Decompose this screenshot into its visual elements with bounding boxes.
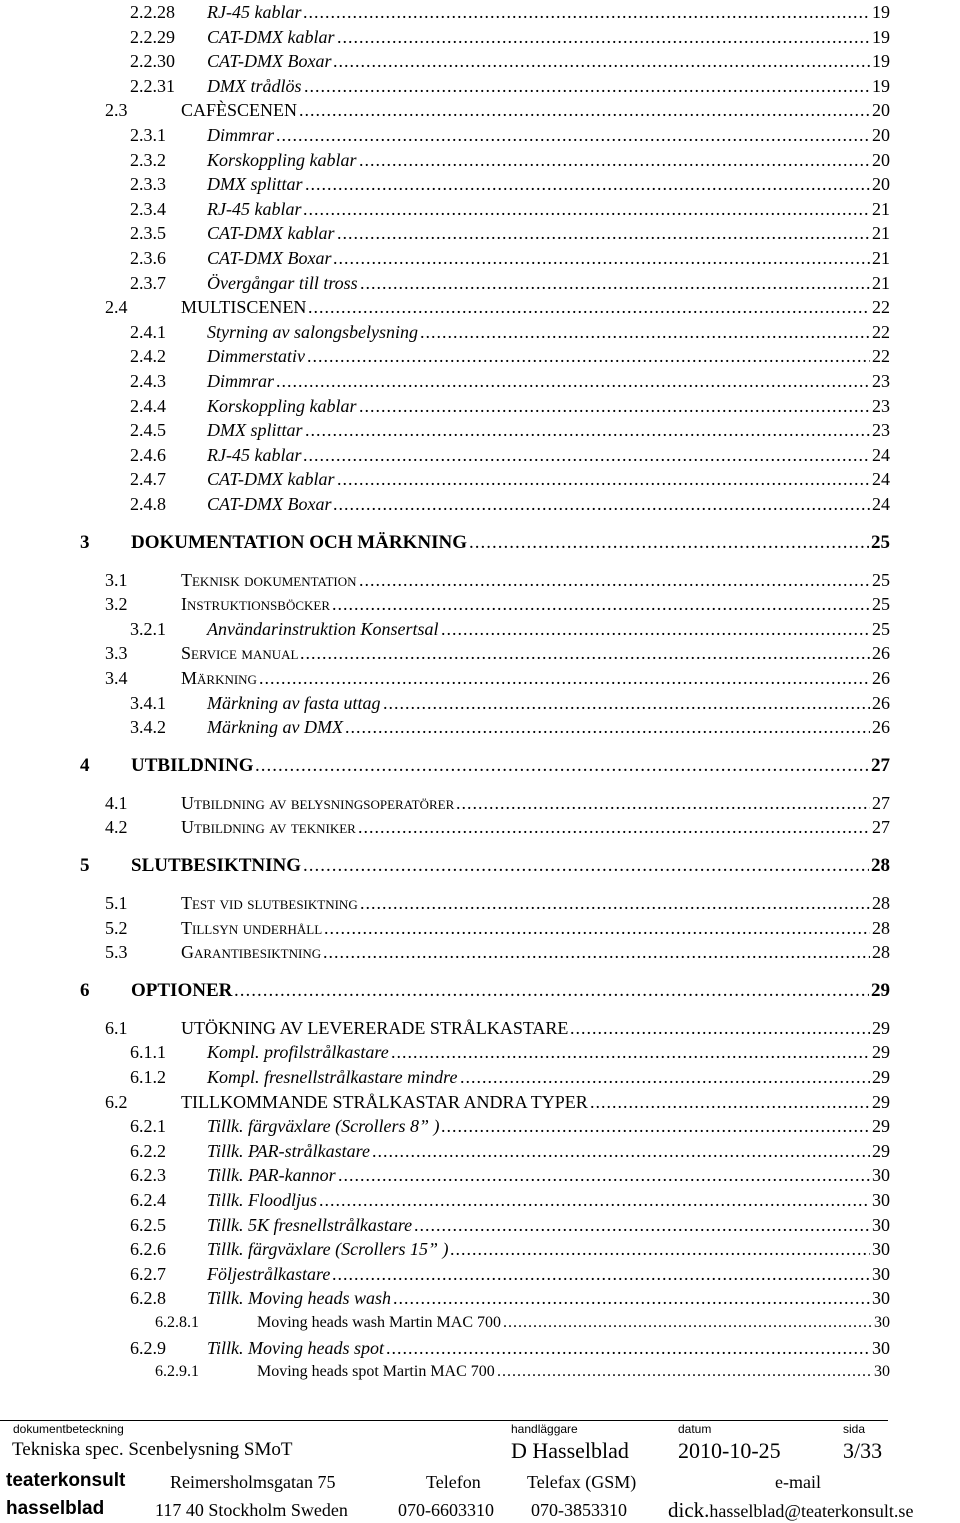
toc-dot-leader: [359, 394, 870, 418]
toc-entry-page: 22: [872, 346, 890, 367]
toc-entry[interactable]: [0, 592, 960, 616]
toc-entry-number: 2.4.8: [130, 494, 166, 514]
toc-dot-leader: [337, 25, 870, 49]
toc-dot-leader: [333, 49, 870, 73]
toc-entry-title: RJ-45 kablar: [207, 2, 302, 22]
toc-entry-page: 24: [872, 444, 890, 465]
toc-entry-number: 2.3.4: [130, 198, 166, 219]
toc-entry[interactable]: [0, 271, 960, 295]
handler-label: handläggare: [511, 1422, 578, 1436]
email-address[interactable]: [668, 1498, 913, 1523]
toc-entry-page: 20: [872, 149, 890, 170]
toc-dot-leader: [358, 815, 870, 839]
toc-entry[interactable]: [0, 98, 960, 122]
toc-entry[interactable]: [0, 320, 960, 344]
toc-entry-title: Korskoppling kablar: [207, 395, 357, 416]
toc-entry-page: 26: [872, 692, 890, 713]
toc-entry-number: 6: [80, 979, 90, 1001]
toc-entry-page: 29: [872, 1116, 890, 1137]
toc-dot-leader: [359, 568, 870, 592]
toc-dot-leader: [414, 1213, 870, 1237]
email-domain: hasselblad@teaterkonsult.se: [709, 1501, 914, 1521]
toc-entry-page: 28: [871, 855, 890, 876]
toc-entry-number: 3.2: [105, 594, 128, 615]
fax-number: 070-3853310: [531, 1500, 627, 1520]
toc-entry-number: 2.4: [105, 297, 128, 318]
toc-dot-leader: [420, 320, 870, 344]
page-label: sida: [843, 1422, 866, 1436]
toc-entry-number: 2.3.7: [130, 272, 166, 293]
footer-rule: [0, 1420, 888, 1421]
fax-label: Telefax (GSM): [527, 1472, 637, 1492]
toc-entry[interactable]: [0, 344, 960, 368]
toc-entry-title: Tillk. Moving heads wash: [207, 1288, 391, 1309]
toc-entry-title: Teknisk dokumentation: [181, 569, 357, 590]
toc-entry-number: 6.1: [105, 1017, 128, 1038]
toc-entry[interactable]: [0, 418, 960, 442]
toc-entry-number: 2.2.30: [130, 51, 175, 72]
doc-id-label: dokumentbeteckning: [13, 1422, 124, 1436]
toc-entry-page: 29: [872, 1067, 890, 1087]
toc-entry[interactable]: [0, 916, 960, 940]
toc-dot-leader: [460, 1065, 870, 1089]
toc-entry-title: RJ-45 kablar: [207, 198, 302, 219]
toc-entry-number: 6.2.9: [130, 1337, 166, 1358]
toc-entry-page: 28: [872, 893, 890, 913]
toc-entry[interactable]: [0, 1114, 960, 1138]
toc-entry-title: CAT-DMX Boxar: [207, 494, 332, 514]
toc-entry-title: Märkning: [181, 668, 257, 688]
toc-dot-leader: [324, 916, 870, 940]
toc-entry[interactable]: [0, 295, 960, 319]
toc-entry-title: UTBILDNING: [131, 754, 254, 776]
toc-entry-number: 2.4.3: [130, 371, 166, 391]
toc-entry-title: DMX splittar: [207, 174, 303, 195]
toc-dot-leader: [300, 641, 870, 665]
toc-entry-title: Tillk. färgväxlare (Scrollers 8” ): [207, 1116, 440, 1137]
page-number-value: 3/33: [843, 1438, 883, 1463]
toc-entry-page: 30: [872, 1263, 890, 1284]
toc-entry-title: Garantibesiktning: [181, 942, 322, 963]
toc-entry-number: 3.4: [105, 668, 128, 688]
toc-entry-page: 26: [872, 643, 890, 664]
toc-entry-number: 2.4.5: [130, 420, 166, 441]
toc-entry[interactable]: [0, 715, 960, 739]
toc-entry-title: Tillk. 5K fresnellstrålkastare: [207, 1214, 413, 1235]
toc-entry-page: 26: [872, 668, 890, 688]
toc-dot-leader: [469, 531, 869, 555]
toc-entry-number: 6.2: [105, 1091, 128, 1112]
toc-entry-title: Korskoppling kablar: [207, 149, 357, 170]
toc-entry-page: 24: [872, 494, 890, 514]
toc-entry[interactable]: [0, 617, 960, 641]
toc-dot-leader: [441, 1114, 870, 1138]
toc-dot-leader: [386, 1336, 870, 1360]
toc-dot-leader: [276, 369, 870, 393]
toc-dot-leader: [441, 617, 870, 641]
toc-entry-page: 29: [871, 979, 890, 1001]
toc-entry-number: 2.2.31: [130, 75, 175, 96]
toc-entry-title: DMX trådlös: [207, 75, 302, 96]
toc-dot-leader: [255, 754, 869, 778]
toc-entry-title: Utbildning av tekniker: [181, 817, 356, 838]
toc-entry-title: DMX splittar: [207, 420, 303, 441]
toc-dot-leader: [338, 1163, 870, 1187]
toc-entry[interactable]: [0, 568, 960, 592]
toc-entry-page: 21: [872, 223, 890, 244]
handler-value: D Hasselblad: [511, 1438, 629, 1463]
toc-dot-leader: [497, 1360, 872, 1384]
toc-dot-leader: [345, 715, 870, 739]
toc-entry-page: 29: [872, 1140, 890, 1161]
toc-entry-page: 30: [872, 1337, 890, 1358]
toc-entry-number: 5.2: [105, 917, 128, 938]
toc-dot-leader: [391, 1040, 870, 1064]
toc-entry-page: 19: [872, 2, 890, 22]
toc-dot-leader: [303, 0, 870, 24]
toc-entry-number: 3.2.1: [130, 618, 166, 639]
toc-entry-title: DOKUMENTATION OCH MÄRKNING: [131, 531, 468, 553]
toc-entry-title: Tillk. PAR-strålkastare: [207, 1140, 371, 1161]
toc-entry-title: CAT-DMX Boxar: [207, 248, 332, 268]
toc-entry-title: UTÖKNING AV LEVERERADE STRÅLKASTARE: [181, 1017, 569, 1038]
toc-entry-title: Tillk. Floodljus: [207, 1190, 318, 1210]
toc-entry[interactable]: [0, 172, 960, 196]
doc-id-value: Tekniska spec. Scenbelysning SMoT: [12, 1439, 293, 1460]
toc-entry[interactable]: [0, 979, 960, 1003]
toc-entry-page: 27: [872, 817, 890, 838]
toc-entry-title: Märkning av DMX: [207, 717, 343, 738]
toc-entry-title: CAT-DMX kablar: [207, 469, 335, 490]
toc-entry[interactable]: [0, 1090, 960, 1114]
toc-dot-leader: [332, 592, 870, 616]
toc-dot-leader: [360, 891, 870, 915]
toc-entry-title: CAT-DMX kablar: [207, 26, 335, 47]
toc-entry-number: 4.2: [105, 817, 128, 838]
toc-entry[interactable]: [0, 1065, 960, 1089]
toc-dot-leader: [307, 344, 870, 368]
toc-entry-number: 2.3.5: [130, 223, 166, 244]
toc-entry-number: 2.3.2: [130, 149, 166, 170]
toc-entry-page: 25: [872, 569, 890, 590]
toc-entry[interactable]: [0, 1188, 960, 1212]
email-user: dick.: [668, 1498, 710, 1522]
toc-entry-page: 30: [872, 1288, 890, 1309]
toc-entry-page: 30: [874, 1314, 890, 1331]
toc-entry-title: RJ-45 kablar: [207, 444, 302, 465]
toc-entry-title: SLUTBESIKTNING: [131, 855, 302, 876]
date-label: datum: [678, 1422, 712, 1436]
toc-entry-title: Moving heads wash Martin MAC 700: [257, 1314, 501, 1331]
toc-entry-title: TILLKOMMANDE STRÅLKASTAR ANDRA TYPER: [181, 1091, 588, 1112]
toc-entry-title: Moving heads spot Martin MAC 700: [257, 1363, 495, 1381]
toc-entry[interactable]: [0, 754, 960, 778]
document-footer: [0, 1414, 960, 1521]
company-street: Reimersholmsgatan 75: [170, 1472, 336, 1492]
toc-entry-page: 23: [872, 395, 890, 416]
toc-dot-leader: [383, 691, 870, 715]
toc-entry-page: 29: [872, 1091, 890, 1112]
toc-entry-title: Kompl. fresnellstrålkastare mindre: [207, 1067, 458, 1087]
toc-entry-number: 5.1: [105, 893, 128, 913]
toc-entry[interactable]: [0, 74, 960, 98]
toc-dot-leader: [276, 123, 870, 147]
toc-dot-leader: [590, 1090, 870, 1114]
toc-dot-leader: [570, 1016, 870, 1040]
toc-dot-leader: [305, 172, 870, 196]
toc-entry[interactable]: [0, 1163, 960, 1187]
toc-entry[interactable]: [0, 641, 960, 665]
toc-entry-page: 21: [872, 272, 890, 293]
toc-entry-page: 27: [871, 754, 890, 776]
toc-entry-title: MULTISCENEN: [181, 297, 307, 318]
toc-entry-page: 23: [872, 371, 890, 391]
toc-entry-number: 2.3.6: [130, 248, 166, 268]
toc-entry-title: Dimmrar: [207, 125, 275, 145]
toc-entry[interactable]: [0, 1262, 960, 1286]
toc-entry-page: 30: [872, 1190, 890, 1210]
toc-entry[interactable]: [0, 394, 960, 418]
toc-entry[interactable]: [0, 1139, 960, 1163]
email-label: e-mail: [775, 1472, 821, 1492]
toc-entry[interactable]: [0, 891, 960, 915]
toc-entry[interactable]: [0, 221, 960, 245]
toc-entry-title: Test vid slutbesiktning: [181, 893, 358, 913]
toc-entry-page: 28: [872, 917, 890, 938]
toc-entry-title: Styrning av salongsbelysning: [207, 321, 418, 342]
toc-entry[interactable]: [0, 531, 960, 555]
toc-entry-number: 5: [80, 855, 90, 876]
toc-entry-title: Tillk. PAR-kannor: [207, 1165, 336, 1186]
company-city: 117 40 Stockholm Sweden: [155, 1500, 348, 1520]
toc-entry-page: 30: [872, 1214, 890, 1235]
toc-dot-leader: [450, 1237, 870, 1261]
toc-entry-page: 21: [872, 248, 890, 268]
toc-dot-leader: [456, 791, 870, 815]
toc-entry-number: 3.1: [105, 569, 128, 590]
toc-dot-leader: [337, 467, 870, 491]
toc-dot-leader: [372, 1139, 870, 1163]
toc-entry-title: Utbildning av belysningsoperatörer: [181, 792, 455, 813]
toc-entry[interactable]: [0, 1213, 960, 1237]
toc-entry-number: 6.2.5: [130, 1214, 166, 1235]
toc-entry-number: 3.4.1: [130, 692, 166, 713]
toc-entry-page: 30: [872, 1239, 890, 1260]
toc-entry-page: 25: [871, 531, 890, 553]
toc-dot-leader: [303, 854, 869, 878]
toc-dot-leader: [332, 1262, 870, 1286]
toc-entry-number: 2.4.2: [130, 346, 166, 367]
phone-number: 070-6603310: [398, 1500, 494, 1520]
toc-entry-number: 2.3: [105, 100, 128, 121]
toc-entry-number: 2.4.4: [130, 395, 166, 416]
toc-entry-page: 19: [872, 75, 890, 96]
toc-entry-title: Användarinstruktion Konsertsal: [207, 618, 439, 639]
toc-entry-page: 22: [872, 297, 890, 318]
toc-entry-page: 24: [872, 469, 890, 490]
toc-entry-number: 2.2.28: [130, 2, 175, 22]
toc-entry-number: 2.4.1: [130, 321, 166, 342]
toc-entry-page: 27: [872, 792, 890, 813]
toc-dot-leader: [333, 246, 870, 270]
toc-entry[interactable]: [0, 666, 960, 690]
toc-entry[interactable]: [0, 1286, 960, 1310]
toc-entry-number: 4.1: [105, 792, 128, 813]
toc-entry-number: 2.2.29: [130, 26, 175, 47]
toc-entry-number: 3: [80, 531, 90, 553]
toc-entry-title: Följestrålkastare: [207, 1263, 331, 1284]
toc-entry[interactable]: [0, 1237, 960, 1261]
toc-entry-page: 20: [872, 125, 890, 145]
toc-entry[interactable]: [0, 854, 960, 878]
toc-entry-page: 29: [872, 1042, 890, 1063]
toc-entry-page: 26: [872, 717, 890, 738]
toc-entry-title: Övergångar till tross: [207, 272, 358, 293]
toc-entry[interactable]: [0, 791, 960, 815]
toc-entry-title: OPTIONER: [131, 979, 233, 1001]
toc-entry-number: 5.3: [105, 942, 128, 963]
toc-dot-leader: [303, 197, 870, 221]
toc-entry-title: Instruktionsböcker: [181, 594, 331, 615]
toc-dot-leader: [337, 221, 870, 245]
toc-dot-leader: [359, 148, 870, 172]
toc-entry-title: Tillk. Moving heads spot: [207, 1337, 384, 1358]
toc-entry-number: 6.1.2: [130, 1067, 166, 1087]
toc-entry[interactable]: [0, 25, 960, 49]
date-value: 2010-10-25: [678, 1438, 781, 1463]
toc-entry-number: 3.4.2: [130, 717, 166, 738]
toc-dot-leader: [304, 74, 870, 98]
toc-entry[interactable]: [0, 443, 960, 467]
toc-entry[interactable]: [0, 691, 960, 715]
toc-dot-leader: [333, 492, 870, 516]
toc-entry-page: 21: [872, 198, 890, 219]
toc-entry[interactable]: [0, 1016, 960, 1040]
toc-entry-number: 6.2.6: [130, 1239, 166, 1260]
toc-entry-title: Kompl. profilstrålkastare: [207, 1042, 389, 1063]
toc-dot-leader: [323, 940, 870, 964]
toc-entry-number: 6.2.8: [130, 1288, 166, 1309]
toc-entry-page: 29: [872, 1017, 890, 1038]
toc-entry-page: 20: [872, 174, 890, 195]
toc-entry[interactable]: [0, 0, 960, 24]
toc-entry[interactable]: [0, 148, 960, 172]
toc-entry-number: 6.2.7: [130, 1263, 166, 1284]
phone-label: Telefon: [426, 1472, 481, 1492]
toc-dot-leader: [308, 295, 870, 319]
toc-entry-number: 6.2.1: [130, 1116, 166, 1137]
toc-dot-leader: [234, 979, 869, 1003]
toc-entry-title: Dimmerstativ: [207, 346, 305, 367]
toc-entry-number: 6.1.1: [130, 1042, 166, 1063]
toc-entry-page: 25: [872, 594, 890, 615]
toc-entry-number: 6.2.3: [130, 1165, 166, 1186]
toc-entry-number: 3.3: [105, 643, 128, 664]
toc-entry-page: 30: [872, 1165, 890, 1186]
toc-entry-title: Service manual: [181, 643, 299, 664]
toc-entry-number: 6.2.2: [130, 1140, 166, 1161]
toc-entry-number: 6.2.4: [130, 1190, 166, 1210]
toc-entry-title: Dimmrar: [207, 371, 275, 391]
toc-entry-page: 19: [872, 26, 890, 47]
toc-entry-title: CAFÈSCENEN: [181, 100, 298, 121]
toc-entry-number: 6.2.9.1: [155, 1363, 199, 1381]
company-name-line2: hasselblad: [6, 1498, 105, 1519]
toc-entry-page: 20: [872, 100, 890, 121]
toc-entry[interactable]: [0, 49, 960, 73]
toc-dot-leader: [393, 1286, 870, 1310]
toc-entry-title: Tillsyn underhåll: [181, 917, 323, 938]
toc-entry-page: 19: [872, 51, 890, 72]
toc-entry-page: 22: [872, 321, 890, 342]
toc-dot-leader: [319, 1188, 870, 1212]
toc-entry-page: 30: [874, 1363, 890, 1381]
toc-entry-number: 6.2.8.1: [155, 1314, 199, 1331]
toc-entry[interactable]: [0, 197, 960, 221]
toc-dot-leader: [503, 1311, 872, 1335]
toc-entry-number: 4: [80, 754, 90, 776]
company-name-line1: teaterkonsult: [6, 1470, 126, 1491]
toc-entry[interactable]: [0, 1360, 960, 1384]
toc-entry-page: 25: [872, 618, 890, 639]
toc-entry-page: 28: [872, 942, 890, 963]
toc-entry-title: Tillk. färgväxlare (Scrollers 15” ): [207, 1239, 449, 1260]
toc-dot-leader: [299, 98, 870, 122]
toc-dot-leader: [360, 271, 870, 295]
toc-entry[interactable]: [0, 940, 960, 964]
toc-entry-number: 2.3.1: [130, 125, 166, 145]
toc-entry[interactable]: [0, 369, 960, 393]
toc-entry-number: 2.3.3: [130, 174, 166, 195]
toc-dot-leader: [303, 443, 870, 467]
toc-entry[interactable]: [0, 246, 960, 270]
toc-entry[interactable]: [0, 815, 960, 839]
toc-entry[interactable]: [0, 1040, 960, 1064]
toc-entry-title: CAT-DMX kablar: [207, 223, 335, 244]
toc-entry[interactable]: [0, 1336, 960, 1360]
toc-entry[interactable]: [0, 123, 960, 147]
toc-dot-leader: [305, 418, 870, 442]
toc-entry-title: CAT-DMX Boxar: [207, 51, 332, 72]
toc-entry-number: 2.4.6: [130, 444, 166, 465]
toc-entry-page: 23: [872, 420, 890, 441]
toc-entry-number: 2.4.7: [130, 469, 166, 490]
toc-entry-title: Märkning av fasta uttag: [207, 692, 381, 713]
toc-entry[interactable]: [0, 1311, 960, 1335]
toc-entry[interactable]: [0, 492, 960, 516]
toc-dot-leader: [259, 666, 870, 690]
toc-entry[interactable]: [0, 467, 960, 491]
